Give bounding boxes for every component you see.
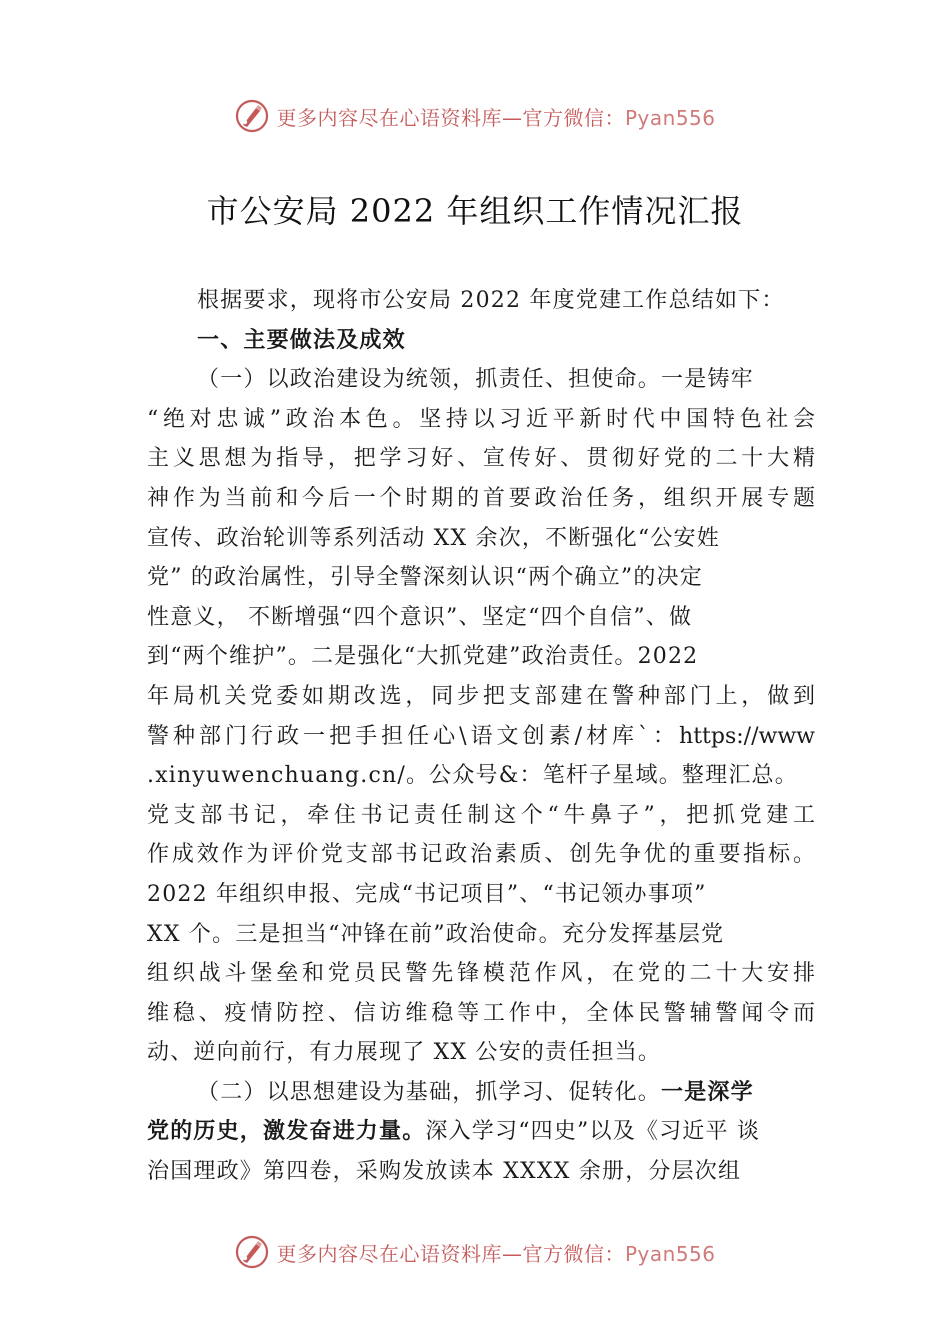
body-line: “绝对忠诚”政治本色。坚持以习近平新时代中国特色社会 [147,406,815,432]
body-line: 作成效作为评价党支部书记政治素质、创先争优的重要指标。 [147,842,815,868]
body-line: .xinyuwenchuang.cn/。公众号&：笔杆子星域。整理汇总。 [147,763,798,789]
pen-seal-icon [234,98,270,134]
body-line: 到“两个维护”。二是强化“大抓党建”政治责任。2022 [147,644,699,670]
body-line: XX 个。三是担当“冲锋在前”政治使命。充分发挥基层党 [147,921,725,947]
body-line: 党” 的政治属性，引导全警深刻认识“两个确立”的决定 [147,565,703,591]
para2-bold-text: 一是深学 [661,1078,754,1105]
watermark-bottom [0,1232,950,1272]
body-line: （一）以政治建设为统领，抓责任、担使命。一是铸牢 [197,367,754,393]
body-line: 组织战斗堡垒和党员民警先锋模范作风，在党的二十大安排 [147,961,815,987]
body-line: 宣传、政治轮训等系列活动 XX 余次，不断强化“公安姓 [147,525,720,551]
watermark-text: 更多内容尽在心语资料库—官方微信：Pyan556 [276,105,716,130]
body-line: 主义思想为指导，把学习好、宣传好、贯彻好党的二十大精 [147,446,815,472]
body-line: 动、逆向前行，有力展现了 XX 公安的责任担当。 [147,1040,662,1066]
watermark-wechat-id: Pyan556 [624,105,716,130]
body-line: 治国理政》第四卷，采购发放读本 XXXX 余册，分层次组 [147,1159,742,1185]
body-line: 警种部门行政一把手担任心\语文创素/材库`：https://www [147,723,815,749]
body-line [147,1073,815,1113]
document-title: 市公安局 2022 年组织工作情况汇报 [206,192,744,230]
para2-normal-text: 深入学习“四史”以及《习近平 谈 [425,1119,761,1145]
para2-bold-text: 党的历史，激发奋进力量。 [147,1118,426,1145]
body-line: 神作为当前和今后一个时期的首要政治任务，组织开展专题 [147,485,815,511]
body-line: 年局机关党委如期改选，同步把支部建在警种部门上，做到 [147,683,815,709]
body-line: 性意义， 不断增强“四个意识”、坚定“四个自信”、做 [147,604,693,630]
document-body [147,281,815,1192]
body-line: 维稳、疫情防控、信访维稳等工作中，全体民警辅警闻令而 [147,1000,815,1026]
body-line: 2022 年组织申报、完成“书记项目”、“书记领办事项” [147,881,707,907]
intro-line: 根据要求，现将市公安局 2022 年度党建工作总结如下： [197,288,785,313]
watermark-top [0,96,950,136]
section-heading: 一、主要做法及成效 [197,327,406,353]
pen-seal-icon [234,1234,270,1270]
body-line: 党支部书记，牵住书记责任制这个“牛鼻子”，把抓党建工 [147,802,815,828]
para2-normal-text: （二）以思想建设为基础，抓学习、促转化。 [197,1079,662,1105]
watermark-text: 更多内容尽在心语资料库—官方微信：Pyan556 [276,1241,716,1266]
watermark-wechat-id: Pyan556 [624,1241,716,1266]
body-line [147,1112,815,1152]
